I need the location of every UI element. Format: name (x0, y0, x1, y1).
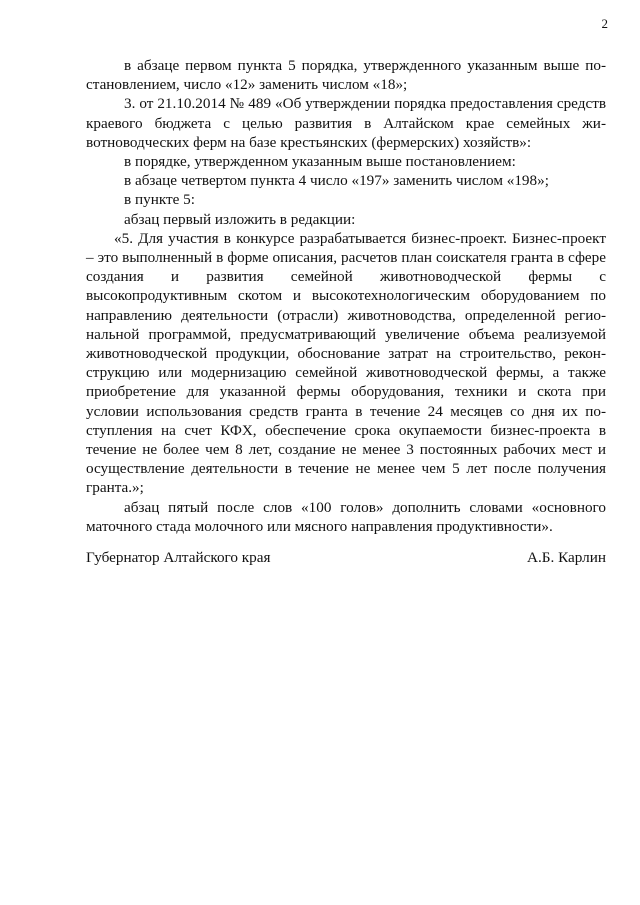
signatory-position: Губернатор Алтайского края (86, 549, 271, 566)
paragraph-4: в абзаце четвертом пункта 4 число «197» заменить числом «198»; (124, 172, 549, 190)
paragraph-1: в абзаце первом пункта 5 порядка, утвержденного указанным выше постановлением, число «12» заменить числом «18»; (86, 57, 606, 94)
paragraph-3: в порядке, утвержденном указанным выше постановлением: (124, 153, 516, 171)
document-body (86, 56, 606, 536)
signatory-name: А.Б. Карлин (527, 549, 606, 566)
paragraph-8: абзац пятый после слов «100 голов» дополнить словами «основного маточного стада молочного или мясного направления продуктивности». (86, 498, 606, 535)
paragraph-5: в пункте 5: (124, 191, 195, 209)
page-number: 2 (601, 16, 608, 31)
paragraph-2: 3. от 21.10.2014 № 489 «Об утверждении порядка предоставления средств краевого бюджета с целью развития в Алтайском крае семейных животноводческих ферм на базе крестьянских (фермерских) хозяйств»: (86, 95, 606, 151)
paragraph-7: «5. Для участия в конкурсе разрабатывается бизнес-проект. Бизнес-проект – это выполненный в форме описания, расчетов план соискателя гранта в сфере создания и развития семейной животноводческой фермы с высокопродуктивным скотом и высокотехнологическим оборудованием по направлению деятельности (отрасли) животноводства, определенной региональной программой, предусматривающий увеличение объема реализуемой животноводческой продукции, обоснование затрат на строительство, реконструкцию или модернизацию семейной животноводческой фермы, а также приобретение для указанной фермы оборудования, техники и скота при условии использования средств гранта в течение 24 месяцев со дня их поступления на счет КФХ, обеспечение срока окупаемости бизнес-проекта в течение не более чем 8 лет, создание не менее 3 постоянных рабочих мест и осуществление деятельности в течение не менее чем 5 лет после получения гранта.»; (86, 229, 606, 497)
paragraph-6: абзац первый изложить в редакции: (124, 210, 356, 228)
